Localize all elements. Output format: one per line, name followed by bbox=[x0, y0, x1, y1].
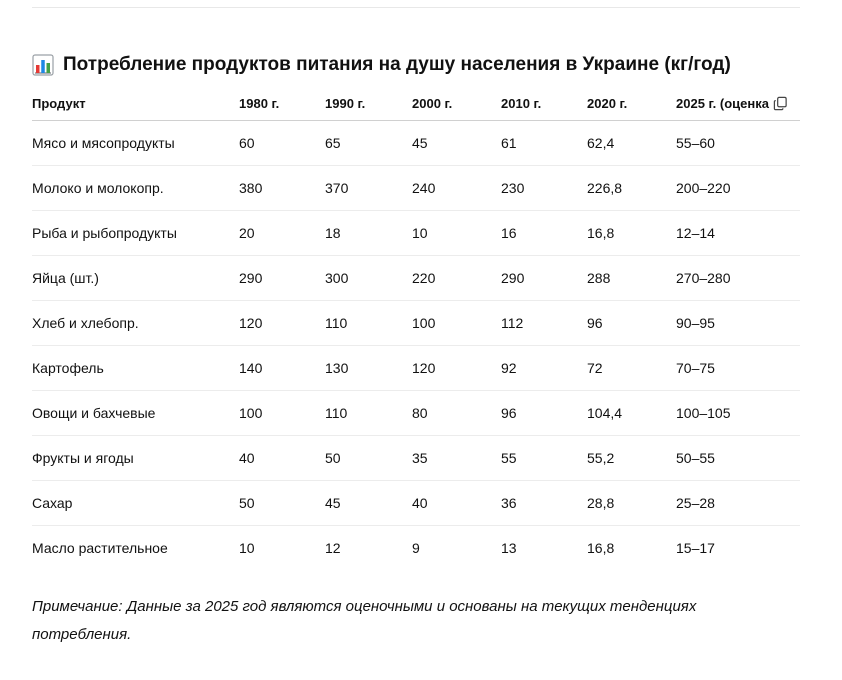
value-cell: 16,8 bbox=[587, 211, 676, 256]
value-cell: 55 bbox=[501, 436, 587, 481]
top-divider bbox=[32, 7, 800, 8]
table-row bbox=[32, 391, 800, 436]
value-cell: 130 bbox=[325, 346, 412, 391]
value-cell: 36 bbox=[501, 481, 587, 526]
value-cell: 110 bbox=[325, 391, 412, 436]
value-cell: 18 bbox=[325, 211, 412, 256]
column-product: Продукт bbox=[32, 86, 239, 121]
table-row bbox=[32, 481, 800, 526]
column-2025-estimate bbox=[676, 86, 800, 121]
product-name-cell: Овощи и бахчевые bbox=[32, 391, 239, 436]
value-cell: 28,8 bbox=[587, 481, 676, 526]
product-name-cell: Картофель bbox=[32, 346, 239, 391]
value-cell: 100 bbox=[239, 391, 325, 436]
table-row bbox=[32, 211, 800, 256]
value-cell: 70–75 bbox=[676, 346, 800, 391]
value-cell: 104,4 bbox=[587, 391, 676, 436]
value-cell: 16,8 bbox=[587, 540, 615, 556]
value-cell: 270–280 bbox=[676, 256, 800, 301]
value-cell: 12 bbox=[325, 540, 341, 556]
value-cell: 10 bbox=[412, 211, 501, 256]
table-row bbox=[32, 436, 800, 481]
product-name-cell: Масло растительное bbox=[32, 540, 168, 556]
value-cell: 80 bbox=[412, 391, 501, 436]
value-cell: 120 bbox=[412, 346, 501, 391]
value-cell: 40 bbox=[412, 481, 501, 526]
value-cell: 15–17 bbox=[676, 540, 715, 556]
value-cell: 96 bbox=[587, 301, 676, 346]
value-cell: 12–14 bbox=[676, 211, 800, 256]
consumption-table bbox=[32, 86, 800, 570]
value-cell: 9 bbox=[412, 540, 420, 556]
value-cell: 226,8 bbox=[587, 166, 676, 211]
value-cell: 370 bbox=[325, 166, 412, 211]
value-cell: 300 bbox=[325, 256, 412, 301]
value-cell: 90–95 bbox=[676, 301, 800, 346]
value-cell: 10 bbox=[239, 540, 255, 556]
product-name-cell: Хлеб и хлебопр. bbox=[32, 301, 239, 346]
table-row bbox=[32, 526, 800, 571]
value-cell: 200–220 bbox=[676, 166, 800, 211]
value-cell: 288 bbox=[587, 256, 676, 301]
value-cell: 240 bbox=[412, 166, 501, 211]
column-2000: 2000 г. bbox=[412, 86, 501, 121]
value-cell: 120 bbox=[239, 301, 325, 346]
value-cell: 20 bbox=[239, 211, 325, 256]
footnote: Примечание: Данные за 2025 год являются оценочными и основаны на текущих тенденциях потребления. bbox=[32, 598, 697, 643]
value-cell: 230 bbox=[501, 166, 587, 211]
value-cell: 92 bbox=[501, 346, 587, 391]
product-name-cell: Яйца (шт.) bbox=[32, 256, 239, 301]
value-cell: 40 bbox=[239, 436, 325, 481]
value-cell: 290 bbox=[501, 256, 587, 301]
value-cell: 96 bbox=[501, 391, 587, 436]
bar-chart-icon bbox=[32, 54, 54, 76]
value-cell: 25–28 bbox=[676, 481, 800, 526]
value-cell: 55–60 bbox=[676, 121, 800, 166]
table-header-row bbox=[32, 86, 800, 121]
value-cell: 50–55 bbox=[676, 436, 800, 481]
value-cell: 50 bbox=[325, 436, 412, 481]
column-header-label: 2025 г. (оценка bbox=[676, 95, 769, 111]
section-heading bbox=[32, 52, 822, 78]
value-cell: 62,4 bbox=[587, 121, 676, 166]
value-cell: 112 bbox=[501, 301, 587, 346]
value-cell: 45 bbox=[325, 481, 412, 526]
value-cell: 290 bbox=[239, 256, 325, 301]
value-cell: 72 bbox=[587, 346, 676, 391]
table-row bbox=[32, 301, 800, 346]
value-cell: 16 bbox=[501, 211, 587, 256]
table-row bbox=[32, 346, 800, 391]
product-name-cell: Фрукты и ягоды bbox=[32, 436, 239, 481]
product-name-cell: Сахар bbox=[32, 481, 239, 526]
column-1980: 1980 г. bbox=[239, 86, 325, 121]
value-cell: 110 bbox=[325, 301, 412, 346]
value-cell: 55,2 bbox=[587, 436, 676, 481]
column-1990: 1990 г. bbox=[325, 86, 412, 121]
table-row bbox=[32, 166, 800, 211]
product-name-cell: Рыба и рыбопродукты bbox=[32, 211, 239, 256]
value-cell: 35 bbox=[412, 436, 501, 481]
value-cell: 13 bbox=[501, 540, 517, 556]
section-title: Потребление продуктов питания на душу населения в Украине (кг/год) bbox=[63, 54, 731, 75]
value-cell: 50 bbox=[239, 481, 325, 526]
value-cell: 60 bbox=[239, 121, 325, 166]
column-2020: 2020 г. bbox=[587, 86, 676, 121]
table-row bbox=[32, 256, 800, 301]
value-cell: 65 bbox=[325, 121, 412, 166]
product-name-cell: Мясо и мясопродукты bbox=[32, 121, 239, 166]
value-cell: 61 bbox=[501, 121, 587, 166]
value-cell: 220 bbox=[412, 256, 501, 301]
table-row bbox=[32, 121, 800, 166]
value-cell: 140 bbox=[239, 346, 325, 391]
value-cell: 380 bbox=[239, 166, 325, 211]
copy-icon[interactable] bbox=[773, 96, 788, 111]
column-2010: 2010 г. bbox=[501, 86, 587, 121]
value-cell: 45 bbox=[412, 121, 501, 166]
value-cell: 100 bbox=[412, 301, 501, 346]
product-name-cell: Молоко и молокопр. bbox=[32, 166, 239, 211]
value-cell: 100–105 bbox=[676, 391, 800, 436]
